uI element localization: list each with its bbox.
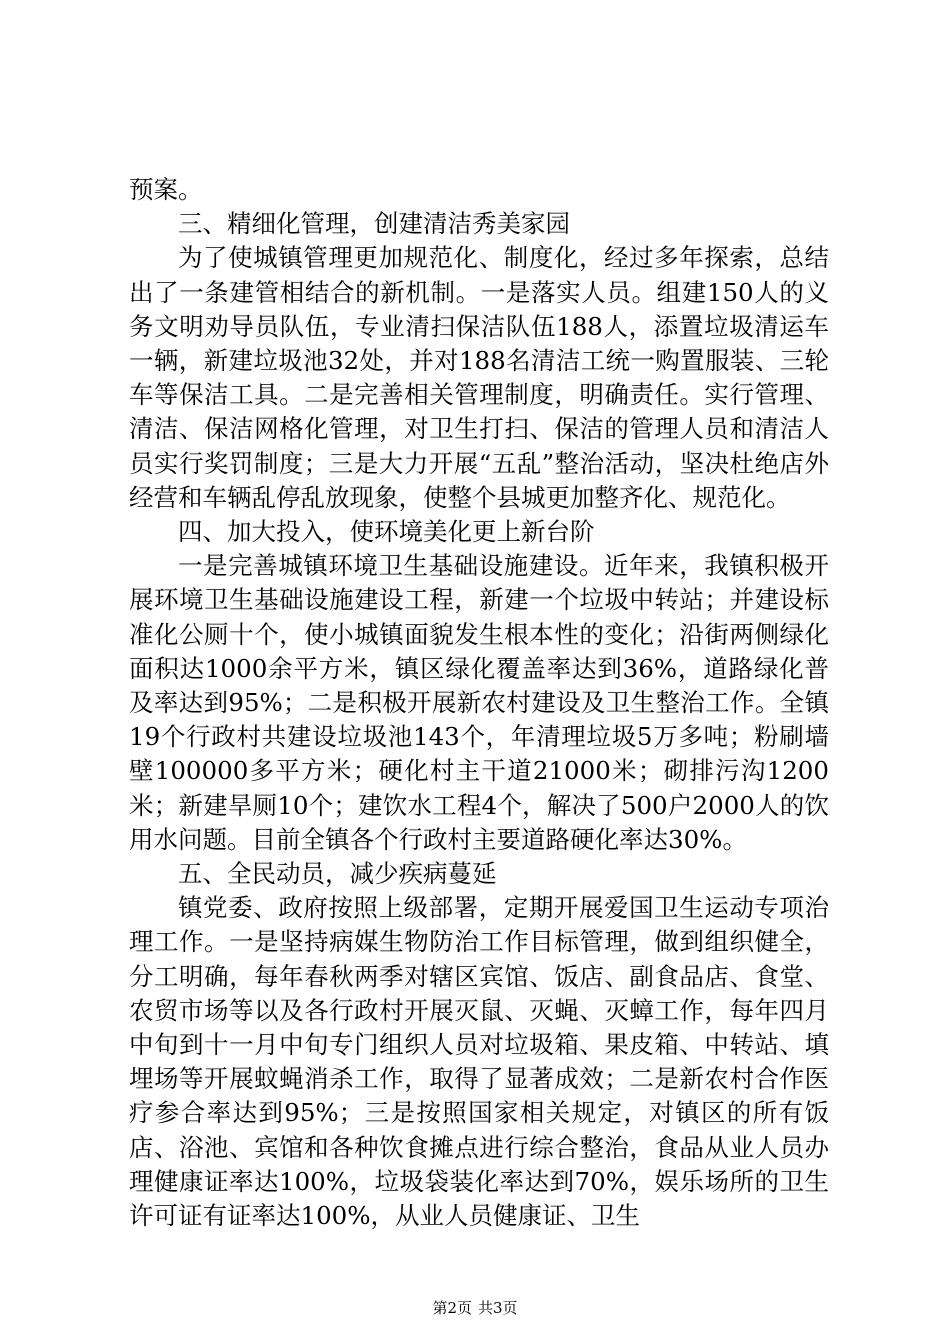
paragraph-management: 为了使城镇管理更加规范化、制度化，经过多年探索，总结出了一条建管相结合的新机制。一是落实人员。组建150人的义务文明劝导员队伍，专业清扫保洁队伍188人，添置垃圾清运车一辆，新建垃圾池32处，并对188名清洁工统一购置服装、三轮车等保洁工具。二是完善相关管理制度，明确责任。实行管理、清洁、保洁网格化管理，对卫生打扫、保洁的管理人员和清洁人员实行奖罚制度；三是大力开展“五乱”整治活动，坚决杜绝店外经营和车辆乱停乱放现象，使整个县城更加整齐化、规范化。 bbox=[129, 243, 829, 512]
paragraph-mobilization: 镇党委、政府按照上级部署，定期开展爱国卫生运动专项治理工作。一是坚持病媒生物防治工作目标管理，做到组织健全，分工明确，每年春秋两季对辖区宾馆、饭店、副食品店、食堂、农贸市场等以及各行政村开展灭鼠、灭蝇、灭蟑工作，每年四月中旬到十一月中旬专门组织人员对垃圾箱、果皮箱、中转站、填埋场等开展蚊蝇消杀工作，取得了显著成效；二是新农村合作医疗参合率达到95%；三是按照国家相关规定，对镇区的所有饭店、浴池、宾馆和各种饮食摊点进行综合整治，食品从业人员办理健康证率达100%，垃圾袋装化率达到70%，娱乐场所的卫生许可证有证率达100%，从业人员健康证、卫生 bbox=[129, 893, 829, 1231]
paragraph-continuation: 预案。 bbox=[129, 175, 203, 204]
page-number: 第2页 bbox=[432, 1299, 472, 1317]
section-heading-5: 五、全民动员，减少疾病蔓延 bbox=[178, 859, 497, 889]
document-body bbox=[129, 173, 829, 1233]
page-total: 共3页 bbox=[478, 1299, 518, 1317]
section-heading-3: 三、精细化管理，创建清洁秀美家园 bbox=[178, 209, 570, 239]
paragraph-investment: 一是完善城镇环境卫生基础设施建设。近年来，我镇积极开展环境卫生基础设施建设工程，新建一个垃圾中转站；并建设标准化公厕十个，使小城镇面貌发生根本性的变化；沿街两侧绿化面积达1000余平方米，镇区绿化覆盖率达到36%，道路绿化普及率达到95%；二是积极开展新农村建设及卫生整治工作。全镇19个行政村共建设垃圾池143个，年清理垃圾5万多吨；粉刷墙壁100000多平方米；硬化村主干道21000米；砌排污沟1200米；新建旱厕10个；建饮水工程4个，解决了500户2000人的饮用水问题。目前全镇各个行政村主要道路硬化率达30%。 bbox=[129, 551, 829, 854]
section-heading-4: 四、加大投入，使环境美化更上新台阶 bbox=[178, 517, 595, 547]
page-footer bbox=[0, 1298, 950, 1318]
